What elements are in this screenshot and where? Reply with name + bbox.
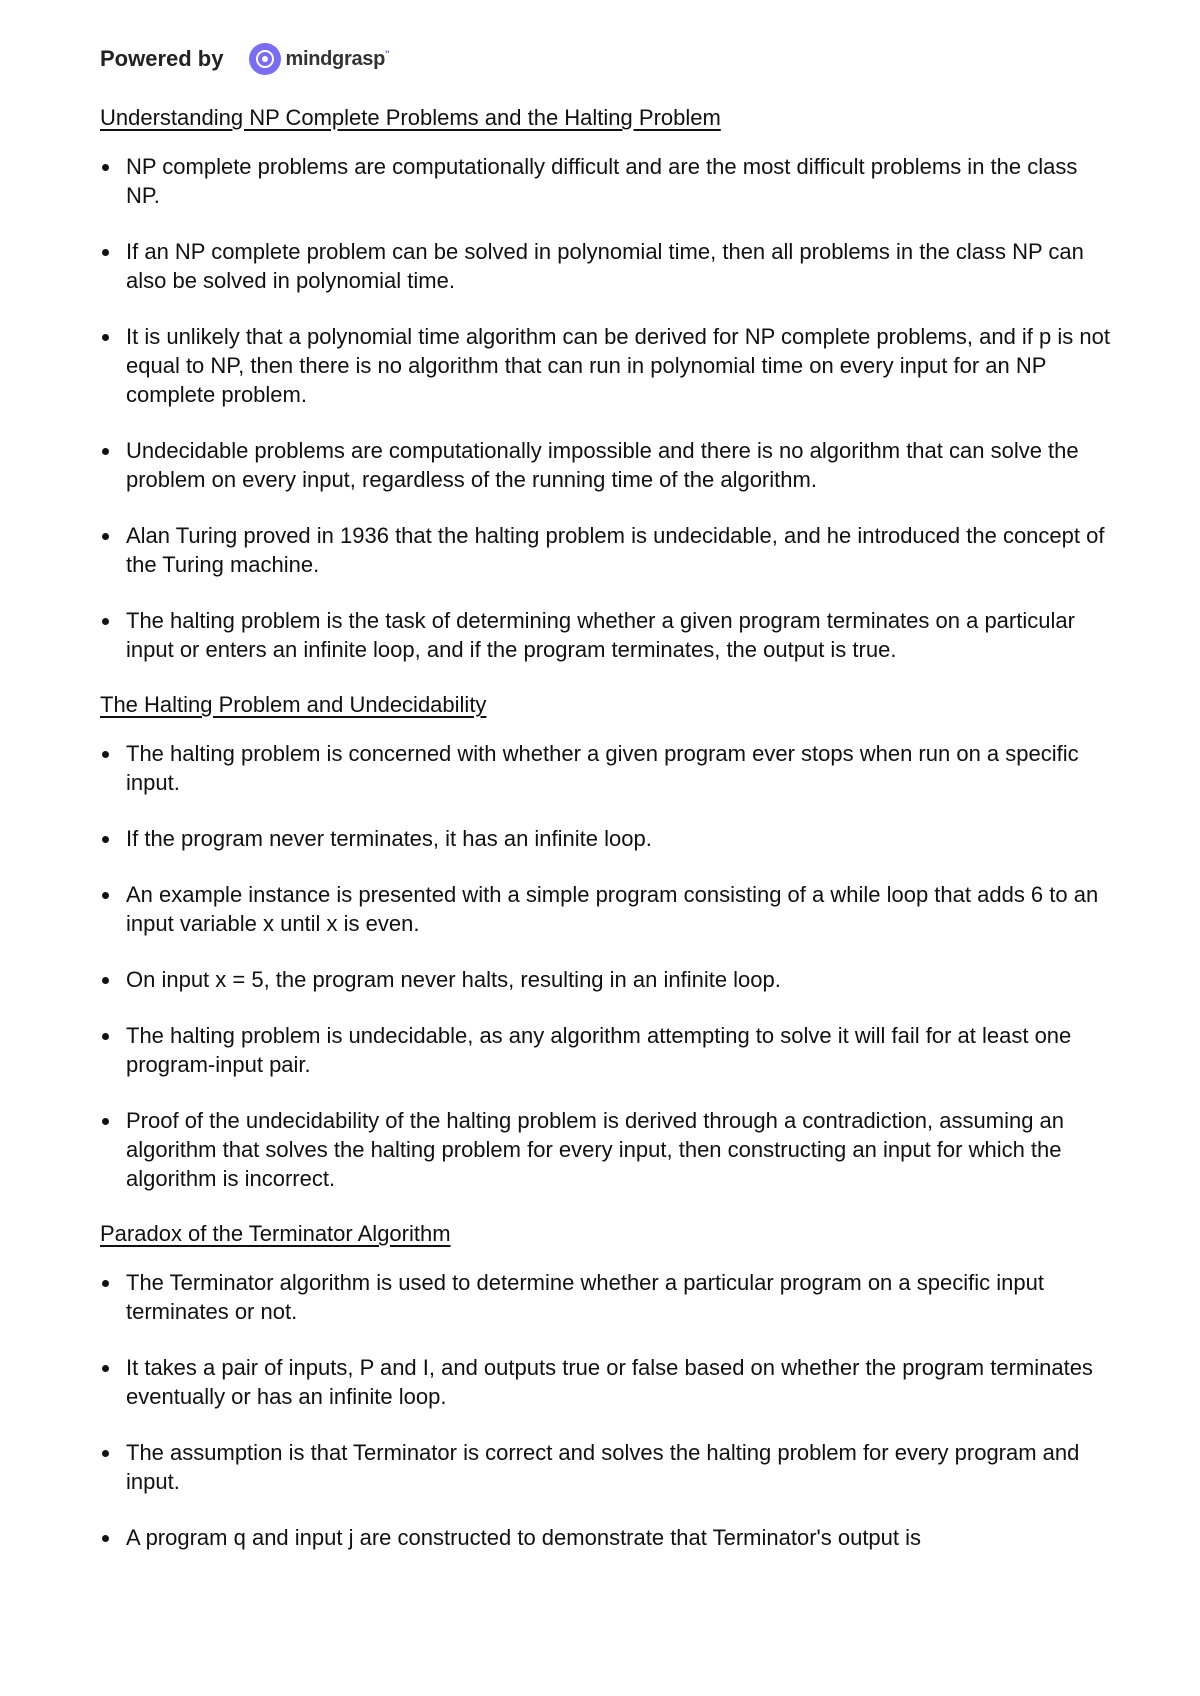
bullet-dot-icon bbox=[102, 1535, 109, 1542]
document-section bbox=[100, 1220, 1110, 1552]
bullet-dot-icon bbox=[102, 836, 109, 843]
bullet-list bbox=[100, 1268, 1110, 1552]
bullet-text: It is unlikely that a polynomial time algorithm can be derived for NP complete problems, and if p is not equal to NP, then there is no algorithm that can run in polynomial time on every input for an NP complete problem. bbox=[126, 324, 1110, 407]
mindgrasp-logo bbox=[249, 43, 389, 75]
logo-mark-sup: " bbox=[385, 48, 390, 60]
bullet-item bbox=[100, 824, 1110, 853]
bullet-item bbox=[100, 1523, 1110, 1552]
bullet-dot-icon bbox=[102, 249, 109, 256]
bullet-item bbox=[100, 237, 1110, 295]
bullet-item bbox=[100, 1021, 1110, 1079]
bullet-item bbox=[100, 739, 1110, 797]
document-section bbox=[100, 691, 1110, 1193]
section-heading: Understanding NP Complete Problems and the Halting Problem bbox=[100, 105, 721, 130]
bullet-item bbox=[100, 606, 1110, 664]
bullet-text: If the program never terminates, it has an infinite loop. bbox=[126, 826, 652, 851]
powered-by-label: Powered by bbox=[100, 46, 224, 71]
bullet-dot-icon bbox=[102, 1118, 109, 1125]
bullet-item bbox=[100, 1353, 1110, 1411]
document-sections bbox=[100, 104, 1110, 1552]
bullet-dot-icon bbox=[102, 751, 109, 758]
bullet-list bbox=[100, 739, 1110, 1193]
logo-wordmark bbox=[285, 48, 389, 71]
bullet-item bbox=[100, 152, 1110, 210]
bullet-text: NP complete problems are computationally difficult and are the most difficult problems in the class NP. bbox=[126, 154, 1078, 208]
bullet-item bbox=[100, 436, 1110, 494]
bullet-text: The halting problem is concerned with whether a given program ever stops when run on a specific input. bbox=[126, 741, 1079, 795]
bullet-text: Undecidable problems are computationally impossible and there is no algorithm that can solve the problem on every input, regardless of the running time of the algorithm. bbox=[126, 438, 1079, 492]
bullet-item bbox=[100, 965, 1110, 994]
bullet-dot-icon bbox=[102, 618, 109, 625]
bullet-text: An example instance is presented with a simple program consisting of a while loop that adds 6 to an input variable x until x is even. bbox=[126, 882, 1099, 936]
bullet-dot-icon bbox=[102, 334, 109, 341]
bullet-item bbox=[100, 1438, 1110, 1496]
bullet-item bbox=[100, 880, 1110, 938]
logo-wordmark-text: mindgrasp bbox=[285, 47, 386, 70]
bullet-text: It takes a pair of inputs, P and I, and outputs true or false based on whether the program terminates eventually or has an infinite loop. bbox=[126, 1355, 1093, 1409]
section-heading: Paradox of the Terminator Algorithm bbox=[100, 1221, 451, 1246]
bullet-text: The Terminator algorithm is used to determine whether a particular program on a specific input terminates or not. bbox=[126, 1270, 1044, 1324]
bullet-dot-icon bbox=[102, 977, 109, 984]
bullet-dot-icon bbox=[102, 892, 109, 899]
bullet-text: The assumption is that Terminator is correct and solves the halting problem for every program and input. bbox=[126, 1440, 1080, 1494]
bullet-item bbox=[100, 1106, 1110, 1193]
bullet-list bbox=[100, 152, 1110, 664]
bullet-text: The halting problem is undecidable, as any algorithm attempting to solve it will fail for at least one program-input pair. bbox=[126, 1023, 1072, 1077]
bullet-dot-icon bbox=[102, 1365, 109, 1372]
document-page bbox=[100, 40, 1110, 1579]
bullet-item bbox=[100, 322, 1110, 409]
bullet-dot-icon bbox=[102, 448, 109, 455]
bullet-text: The halting problem is the task of determining whether a given program terminates on a particular input or enters an infinite loop, and if the program terminates, the output is true. bbox=[126, 608, 1075, 662]
brain-icon bbox=[249, 43, 281, 75]
powered-by-banner bbox=[100, 40, 1110, 78]
bullet-dot-icon bbox=[102, 1450, 109, 1457]
bullet-dot-icon bbox=[102, 533, 109, 540]
bullet-dot-icon bbox=[102, 1280, 109, 1287]
bullet-item bbox=[100, 1268, 1110, 1326]
bullet-text: If an NP complete problem can be solved in polynomial time, then all problems in the class NP can also be solved in polynomial time. bbox=[126, 239, 1084, 293]
bullet-text: A program q and input j are constructed to demonstrate that Terminator's output is bbox=[126, 1525, 922, 1550]
bullet-text: Alan Turing proved in 1936 that the halting problem is undecidable, and he introduced the concept of the Turing machine. bbox=[126, 523, 1105, 577]
bullet-text: Proof of the undecidability of the halting problem is derived through a contradiction, assuming an algorithm that solves the halting problem for every input, then constructing an input for which the algorithm is incorrect. bbox=[126, 1108, 1065, 1191]
section-heading: The Halting Problem and Undecidability bbox=[100, 692, 487, 717]
bullet-dot-icon bbox=[102, 1033, 109, 1040]
bullet-dot-icon bbox=[102, 164, 109, 171]
bullet-text: On input x = 5, the program never halts, resulting in an infinite loop. bbox=[126, 967, 781, 992]
document-section bbox=[100, 104, 1110, 664]
bullet-item bbox=[100, 521, 1110, 579]
